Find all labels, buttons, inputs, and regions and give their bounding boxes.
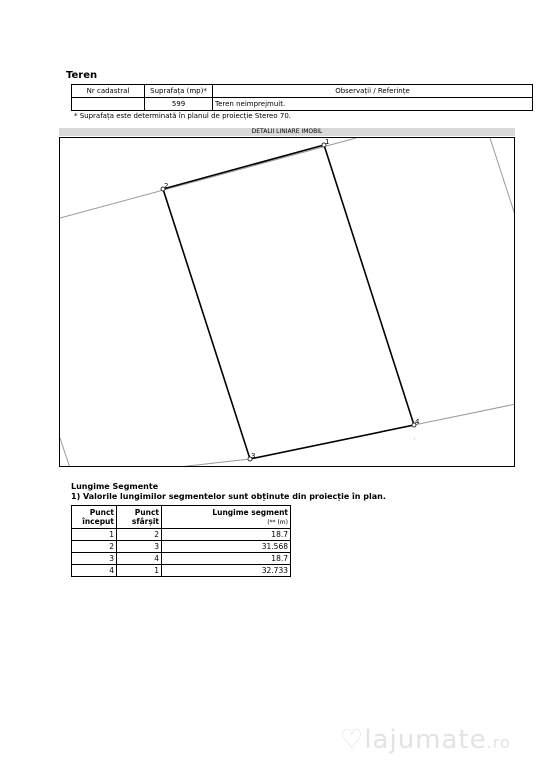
teren-table (71, 84, 533, 111)
header-notes: Observații / Referințe (213, 85, 533, 98)
cell-end: 3 (117, 541, 162, 553)
area-footnote: * Suprafața este determinată în planul de proiecție Stereo 70. (74, 112, 292, 120)
cell-length: 31.568 (162, 541, 291, 553)
cell-length: 32.733 (162, 565, 291, 577)
neighbor-boundary (60, 438, 70, 467)
neighbor-boundary (60, 138, 356, 218)
header-length (162, 506, 291, 529)
neighbor-boundary (414, 404, 515, 425)
segments-table (71, 505, 291, 577)
vertex-label: 3 (251, 452, 256, 460)
section-title: Teren (66, 70, 98, 81)
table-row (72, 529, 291, 541)
watermark-heart-icon: ♡ (340, 725, 365, 755)
cell-start: 1 (72, 529, 117, 541)
segments-header-row (72, 506, 291, 529)
header-end: Punct sfârșit (117, 506, 162, 529)
parcel-outline (163, 145, 414, 459)
table-row (72, 541, 291, 553)
cell-start: 4 (72, 565, 117, 577)
cell-end: 1 (117, 565, 162, 577)
table-row (72, 98, 533, 111)
header-length-unit: (** (m) (267, 518, 288, 526)
cell-cadastral (72, 98, 145, 111)
cell-start: 3 (72, 553, 117, 565)
cell-length: 18.7 (162, 529, 291, 541)
header-start: Punct început (72, 506, 117, 529)
plan-svg (60, 138, 515, 467)
header-area: Suprafața (mp)* (145, 85, 213, 98)
neighbor-boundary (170, 459, 250, 467)
table-row (72, 553, 291, 565)
watermark-name: lajumate (364, 725, 487, 755)
segments-title: Lungime Segmente (71, 482, 159, 491)
segments-note: 1) Valorile lungimilor segmentelor sunt obținute din proiecție în plan. (71, 492, 386, 501)
header-length-label: Lungime segment (212, 507, 288, 517)
vertex-label: 2 (164, 182, 169, 190)
vertex-label: 1 (325, 138, 330, 146)
neighbor-boundary (490, 138, 515, 218)
plan-mark: ʻ (414, 438, 416, 444)
cell-end: 4 (117, 553, 162, 565)
plan-header: DETALII LINIARE IMOBIL (59, 128, 515, 136)
vertex-label: 4 (415, 418, 420, 426)
plan-drawing (59, 137, 515, 467)
cell-area: 599 (145, 98, 213, 111)
cell-start: 2 (72, 541, 117, 553)
point-layer (161, 138, 420, 461)
table-header-row (72, 85, 533, 98)
table-row (72, 565, 291, 577)
segments-body (72, 529, 291, 577)
cell-end: 2 (117, 529, 162, 541)
cell-notes: Teren neimprejmuit. (213, 98, 533, 111)
header-cadastral: Nr cadastral (72, 85, 145, 98)
cell-length: 18.7 (162, 553, 291, 565)
watermark-logo (340, 725, 511, 755)
watermark-tld: .ro (486, 733, 511, 752)
